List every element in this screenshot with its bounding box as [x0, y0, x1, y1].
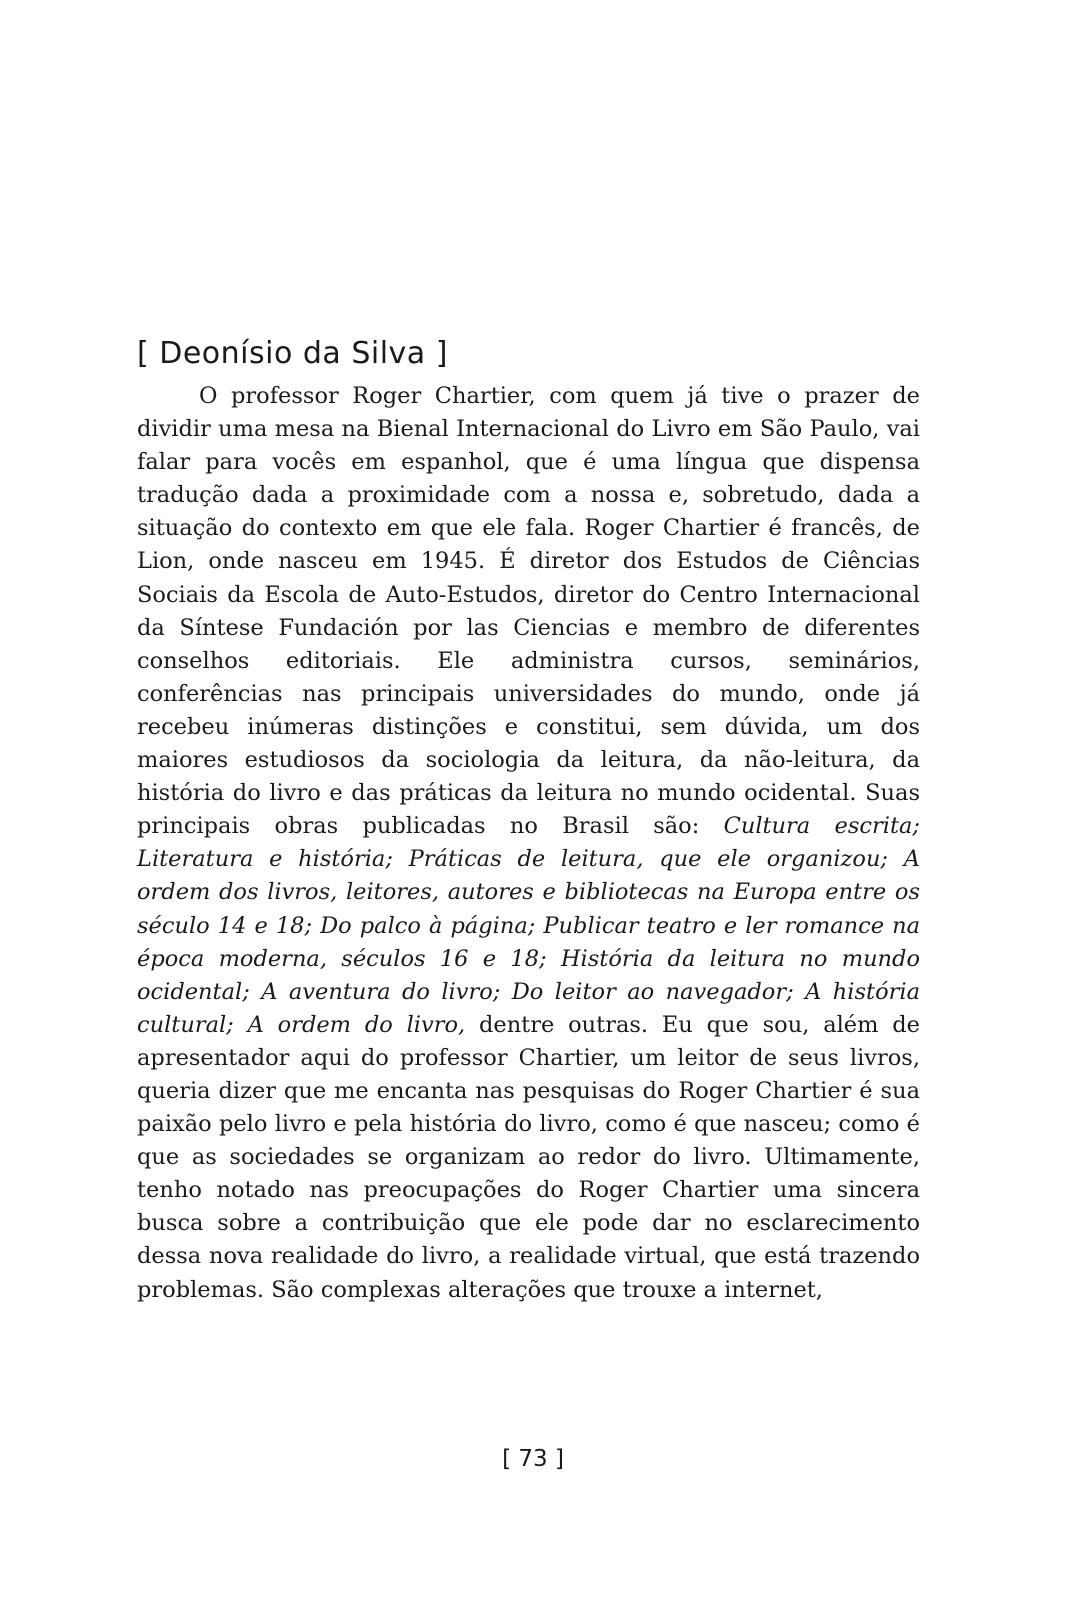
paragraph-text-part1: O professor Roger Chartier, com quem já tive o prazer de dividir uma mesa na Bienal Internacional do Livro em São Paulo, vai falar para vocês em espanhol, que é uma língua que dispensa tradução dada a proximidade com a nossa e, sobretudo, dada a situação do contexto em que ele fala. Roger Chartier é francês, de Lion, onde nasceu em 1945. É diretor dos Estudos de Ciências Sociais da Escola de Auto-Estudos, diretor do Centro Internacional da Síntese Fundación por las Ciencias e membro de diferentes conselhos editoriais. Ele administra cursos, seminários, conferências nas principais universidades do mundo, onde já recebeu inúmeras distinções e constitui, sem dúvida, um dos maiores estudiosos da sociologia da leitura, da não-leitura, da história do livro e das práticas da leitura no mundo ocidental. Suas principais obras publicadas no Brasil são:	[137, 383, 920, 840]
works-list-italic: Cultura escrita; Literatura e história; Práticas de leitura, que ele organizou; A ordem dos livros, leitores, autores e bibliotecas na Europa entre os século 14 e 18; Do palco à página; Publicar teatro e ler romance na época moderna, séculos 16 e 18; História da leitura no mundo ocidental; A aventura do livro; Do leitor ao navegador; A história cultural; A ordem do livro,	[137, 813, 920, 1038]
paragraph-text-part2: dentre outras. Eu que sou, além de apresentador aqui do professor Chartier, um leitor de seus livros, queria dizer que me encanta nas pesquisas do Roger Chartier é sua paixão pelo livro e pela história do livro, como é que nasceu; como é que as sociedades se organizam ao redor do livro. Ultimamente, tenho notado nas preocupações do Roger Chartier uma sincera busca sobre a contribuição que ele pode dar no esclarecimento dessa nova realidade do livro, a realidade virtual, que está trazendo problemas. São complexas alterações que trouxe a internet,	[137, 1011, 920, 1303]
body-paragraph	[137, 380, 920, 1307]
speaker-heading: [ Deonísio da Silva ]	[137, 336, 448, 371]
body-text	[137, 380, 920, 1307]
page-number: [ 73 ]	[502, 1446, 564, 1472]
